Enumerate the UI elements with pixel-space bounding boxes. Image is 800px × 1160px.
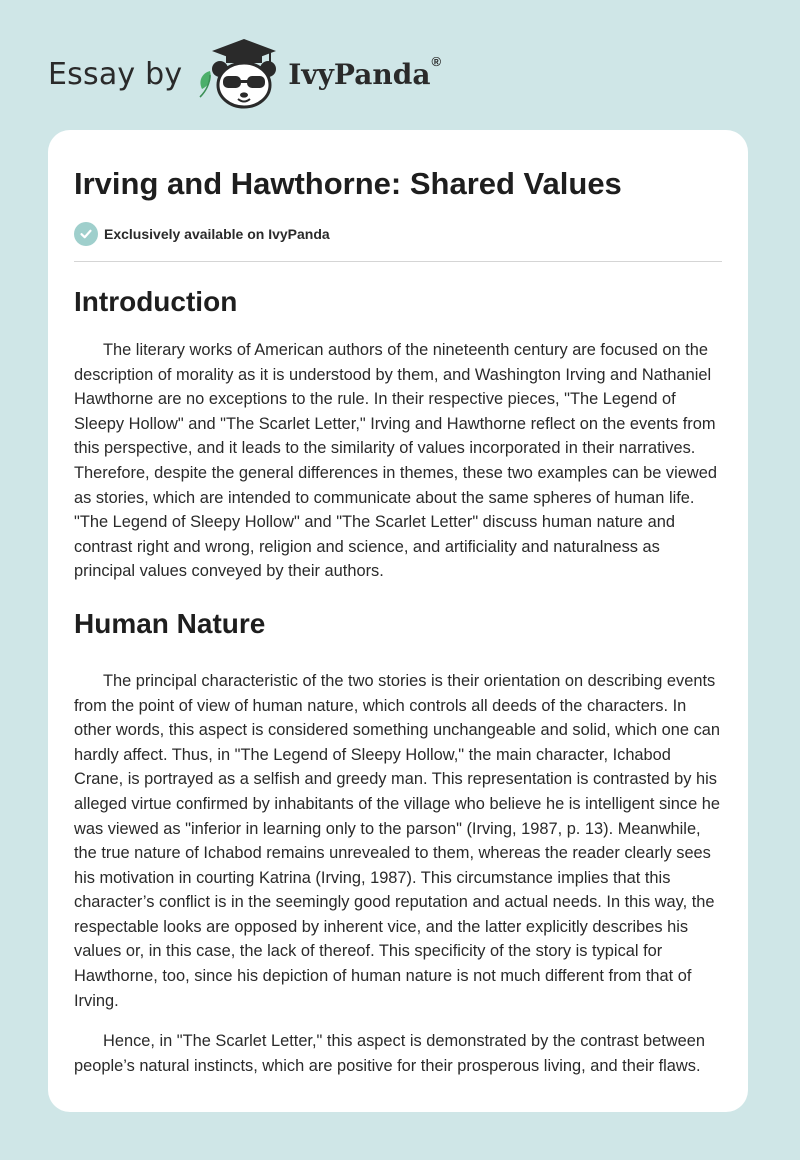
section-heading-human-nature: Human Nature: [74, 607, 266, 639]
exclusive-badge-text: Exclusively available on IvyPanda: [104, 226, 330, 242]
essay-card: [48, 130, 748, 1112]
brand-prefix: Essay by: [48, 56, 183, 92]
essay-title: Irving and Hawthorne: Shared Values: [74, 166, 622, 201]
brand-name: IvyPanda®: [288, 53, 442, 91]
essay-body: [74, 280, 724, 1078]
graduation-panda-logo: [196, 35, 284, 113]
title-divider: [74, 261, 722, 262]
registered-mark: ®: [431, 53, 442, 69]
paragraph-introduction: The literary works of American authors of the nineteenth century are focused on the description of morality as it is understood by them, and Washington Irving and Nathaniel Hawthorne are no exceptions to the rule. In their respective pieces, "The Legend of Sleepy Hollow" and "The Scarlet Letter," Irving and Hawthorne reflect on the events from this perspective, and it leads to the similarity of values incorporated in their narratives. Therefore, despite the general differences in themes, these two examples can be viewed as stories, which are intended to communicate about the same spheres of human life. "The Legend of Sleepy Hollow" and "The Scarlet Letter" discuss human nature and contrast right and wrong, religion and science, and artificiality and naturalness as principal values conveyed by their authors.: [74, 341, 717, 581]
section-heading-introduction: Introduction: [74, 286, 238, 317]
paragraph-human-nature-2: Hence, in "The Scarlet Letter," this aspect is demonstrated by the contrast between people’s natural instincts, which are positive for their prosperous living, and their flaws.: [74, 1032, 706, 1075]
check-circle-icon: [74, 222, 98, 246]
paragraph-human-nature-1: The principal characteristic of the two stories is their orientation on describing events from the point of view of human nature, which controls all deeds of the characters. In other words, this aspect is considered something unchangeable and solid, which one can hardly affect. Thus, in "The Legend of Sleepy Hollow," the main character, Ichabod Crane, is portrayed as a selfish and greedy man. This representation is contrasted by his alleged virtue confirmed by inhabitants of the village who believe he is intelligent since he was viewed as "inferior in learning only to the parson" (Irving, 1987, p. 13). Meanwhile, the true nature of Ichabod remains unrevealed to them, whereas the reader clearly sees his motivation in courting Katrina (Irving, 1987). This circumstance implies that this character’s conflict is in the seemingly good reputation and actual needs. In this way, the respectable looks are opposed by inherent vice, and the latter explicitly describes his values or, in this case, the lack of thereof. This specificity of the story is typical for Hawthorne, too, since his depiction of human nature is not much different from that of Irving.: [74, 671, 721, 1010]
exclusive-badge: [74, 222, 330, 246]
brand-header: [48, 34, 441, 114]
